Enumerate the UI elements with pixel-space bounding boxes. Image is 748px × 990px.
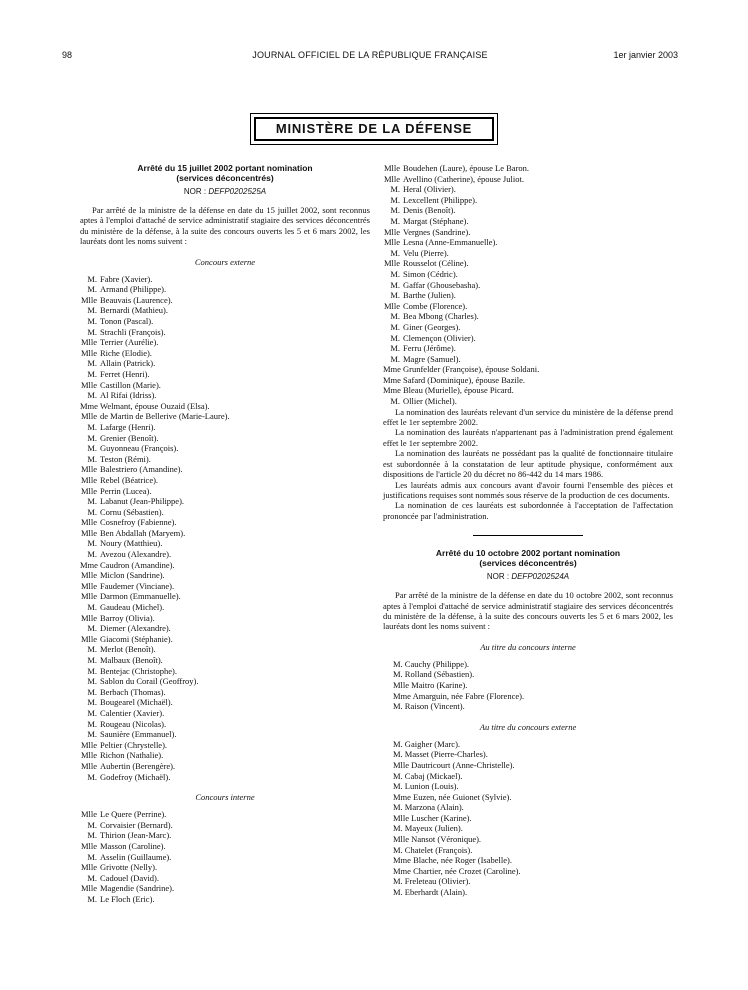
civility: M.	[87, 305, 97, 316]
laureate-name: Peltier (Chrystelle).	[100, 739, 168, 750]
list-item	[383, 311, 673, 322]
laureate-name: Teston (Rémi).	[100, 453, 151, 464]
civility: M.	[87, 496, 97, 507]
laureate-name: Castillon (Marie).	[100, 379, 161, 390]
journal-title: JOURNAL OFFICIEL DE LA RÉPUBLIQUE FRANÇAISE	[252, 50, 488, 60]
laureate-name: Caudron (Amandine).	[100, 559, 175, 570]
civility: Mlle	[80, 612, 97, 623]
civility: M.	[87, 538, 97, 549]
list-item	[383, 343, 673, 354]
civility: Mlle	[383, 173, 400, 184]
civility: Mlle	[80, 347, 97, 358]
civility: Mlle	[80, 883, 97, 894]
list-item	[80, 411, 370, 422]
list-item	[383, 237, 673, 248]
civility: M.	[87, 453, 97, 464]
list-item: Mlle Nansot (Véronique).	[393, 834, 482, 845]
laureate-name: Bentejac (Christophe).	[100, 665, 177, 676]
civility: M.	[390, 321, 400, 332]
nor-code: DEFP0202524A	[511, 572, 570, 582]
list-item	[80, 634, 370, 645]
arrete2-externe-heading: Au titre du concours externe	[479, 721, 577, 732]
laureate-name: Giacomi (Stéphanie).	[100, 633, 173, 644]
issue-date: 1er janvier 2003	[613, 50, 678, 60]
laureate-name: Le Quere (Perrine).	[100, 809, 167, 820]
list-item	[80, 295, 370, 306]
arrete1-provisions	[383, 407, 673, 521]
civility: M.	[390, 290, 400, 301]
laureate-name: Thirion (Jean-Marc).	[100, 830, 172, 841]
civility: Mlle	[80, 862, 97, 873]
separator-rule	[473, 535, 583, 536]
civility: M.	[87, 284, 97, 295]
civility: M.	[87, 729, 97, 740]
civility: M.	[87, 549, 97, 560]
left-column	[80, 163, 370, 904]
laureate-name: Calentier (Xavier).	[100, 707, 165, 718]
laureate-name: Simon (Cédric).	[403, 268, 458, 279]
civility: Mlle	[80, 294, 97, 305]
civility: M.	[87, 707, 97, 718]
laureate-name: Magendie (Sandrine).	[100, 883, 175, 894]
list-item	[80, 517, 370, 528]
laureate-name: Denis (Benoît).	[403, 205, 456, 216]
civility: Mme	[80, 400, 98, 411]
laureate-name: Rougeau (Nicolas).	[100, 718, 167, 729]
list-item	[383, 385, 673, 396]
laureate-name: Ferru (Jérôme).	[403, 343, 456, 354]
arrete2-title-line2: (services déconcentrés)	[479, 558, 577, 569]
list-item: M. Chatelet (François).	[393, 844, 473, 855]
arrete1-title	[80, 163, 370, 183]
civility: M.	[87, 390, 97, 401]
civility: M.	[390, 396, 400, 407]
list-item	[80, 327, 370, 338]
arrete1-interne-list-left	[80, 809, 370, 904]
laureate-name: Rousselot (Céline).	[403, 258, 469, 269]
civility: M.	[87, 872, 97, 883]
list-item: M. Raison (Vincent).	[393, 701, 465, 712]
nor-label: NOR :	[183, 187, 207, 196]
laureate-name: Darmon (Emmanuelle).	[100, 591, 181, 602]
civility: M.	[87, 623, 97, 634]
civility: M.	[390, 311, 400, 322]
civility: M.	[87, 819, 97, 830]
civility: Mlle	[80, 527, 97, 538]
laureate-name: Cornu (Sébastien).	[100, 506, 164, 517]
list-item	[80, 433, 370, 444]
list-item	[383, 333, 673, 344]
arrete1-title-line2: (services déconcentrés)	[176, 173, 274, 183]
laureate-name: Grenier (Benoît).	[100, 432, 159, 443]
civility: M.	[87, 432, 97, 443]
list-item	[80, 687, 370, 698]
laureate-name: Lexcellent (Philippe).	[403, 194, 478, 205]
list-item	[80, 549, 370, 560]
civility: M.	[87, 602, 97, 613]
laureate-name: Labanut (Jean-Philippe).	[100, 496, 185, 507]
list-item	[383, 364, 673, 375]
laureate-name: Fabre (Xavier).	[100, 273, 153, 284]
list-item	[383, 322, 673, 333]
list-item	[383, 205, 673, 216]
civility: Mlle	[80, 750, 97, 761]
arrete1-title-line1: Arrêté du 15 juillet 2002 portant nomination	[137, 163, 313, 173]
civility: Mme	[383, 364, 401, 375]
list-item	[383, 163, 673, 174]
arrete2-interne-heading: Au titre du concours interne	[480, 641, 576, 652]
laureate-name: Safard (Dominique), épouse Bazile.	[403, 374, 526, 385]
civility: M.	[390, 279, 400, 290]
laureate-name: Velu (Pierre).	[403, 247, 449, 258]
civility: Mlle	[80, 464, 97, 475]
civility: Mlle	[383, 163, 400, 173]
list-item	[80, 390, 370, 401]
laureate-name: Barthe (Julien).	[403, 290, 456, 301]
civility: M.	[390, 205, 400, 216]
civility: Mlle	[80, 809, 97, 820]
laureate-name: Diemer (Alexandre).	[100, 623, 171, 634]
civility: M.	[390, 247, 400, 258]
civility: M.	[87, 718, 97, 729]
list-item: M. Mayeux (Julien).	[393, 823, 463, 834]
laureate-name: Lafarge (Henri).	[100, 421, 156, 432]
laureate-name: Cosnefroy (Fabienne).	[100, 517, 177, 528]
list-item: Mlle Dautricourt (Anne-Christelle).	[393, 759, 515, 770]
list-item: M. Lunion (Louis).	[393, 781, 459, 792]
provision-paragraph: La nomination des lauréats n'appartenant pas à l'administration prend également effet le 1er septembre 2002.	[383, 427, 673, 448]
list-item	[80, 820, 370, 831]
laureate-name: Cadouel (David).	[100, 872, 160, 883]
civility: Mlle	[80, 411, 97, 422]
ministry-title-box	[250, 113, 498, 145]
laureate-name: Beauvais (Laurence).	[100, 294, 173, 305]
laureate-name: Tonon (Pascal).	[100, 316, 154, 326]
laureate-name: Clemençon (Olivier).	[403, 332, 476, 343]
list-item	[80, 729, 370, 740]
civility: Mme	[383, 374, 401, 385]
list-item: M. Gaigher (Marc).	[393, 738, 461, 749]
list-item	[383, 227, 673, 238]
laureate-name: Avellino (Catherine), épouse Juliot.	[403, 173, 524, 184]
arrete2-title-line1: Arrêté du 10 octobre 2002 portant nomination	[435, 548, 621, 559]
laureate-name: Allain (Patrick).	[100, 358, 156, 369]
civility: Mlle	[383, 237, 400, 248]
list-item: Mme Chartier, née Crozet (Caroline).	[393, 865, 521, 876]
laureate-name: Le Floch (Eric).	[100, 893, 155, 904]
list-item: M. Cabaj (Mickael).	[393, 770, 463, 781]
civility: M.	[87, 893, 97, 904]
list-item	[80, 486, 370, 497]
civility: Mlle	[80, 337, 97, 348]
list-item	[80, 358, 370, 369]
list-item	[80, 274, 370, 285]
list-item: Mlle Luscher (Karine).	[393, 812, 472, 823]
civility: M.	[87, 358, 97, 369]
list-item	[80, 602, 370, 613]
list-item	[80, 719, 370, 730]
nor-code: DEFP0202525A	[208, 187, 267, 196]
laureate-name: Bleau (Murielle), épouse Picard.	[403, 385, 514, 396]
civility: Mlle	[383, 258, 400, 269]
laureate-name: Asselin (Guillaume).	[100, 851, 172, 862]
civility: M.	[390, 194, 400, 205]
laureate-name: Barroy (Olivia).	[100, 612, 155, 623]
list-item	[80, 697, 370, 708]
laureate-name: Vergnes (Sandrine).	[403, 226, 471, 237]
list-item	[80, 528, 370, 539]
list-item	[383, 280, 673, 291]
list-item	[383, 174, 673, 185]
list-item: M. Masset (Pierre-Charles).	[393, 749, 488, 760]
list-item: M. Cauchy (Philippe).	[393, 658, 470, 669]
civility: M.	[390, 268, 400, 279]
arrete1-nor	[80, 186, 370, 197]
list-item	[80, 852, 370, 863]
laureate-name: Grunfelder (Françoise), épouse Soldani.	[403, 364, 540, 375]
civility: M.	[87, 506, 97, 517]
provision-paragraph: Les lauréats admis aux concours avant d'avoir fourni l'ensemble des pièces et justifications requises sont nommés sous réserve de la production de ces documents.	[383, 479, 673, 500]
arrete1-interne-list-right	[383, 163, 673, 407]
list-item	[80, 740, 370, 751]
list-item	[80, 581, 370, 592]
laureate-name: Giner (Georges).	[403, 321, 461, 332]
laureate-name: Guyonneau (François).	[100, 443, 179, 454]
ministry-title: MINISTÈRE DE LA DÉFENSE	[254, 117, 494, 141]
list-item	[80, 496, 370, 507]
laureate-name: Miclon (Sandrine).	[100, 570, 165, 581]
list-item: M. Rolland (Sébastien).	[393, 669, 475, 680]
laureate-name: Ferret (Henri).	[100, 368, 150, 379]
laureate-name: Perrin (Lucea).	[100, 485, 152, 496]
civility: Mlle	[80, 580, 97, 591]
civility: M.	[87, 697, 97, 708]
list-item	[80, 772, 370, 783]
laureate-name: Aubertin (Berengère).	[100, 760, 176, 771]
list-item	[80, 475, 370, 486]
civility: M.	[87, 644, 97, 655]
laureate-name: Welmant, épouse Ouzaid (Elsa).	[100, 400, 210, 411]
list-item	[80, 862, 370, 873]
list-item	[383, 248, 673, 259]
list-item	[80, 655, 370, 666]
laureate-name: Boudehen (Laure), épouse Le Baron.	[403, 163, 530, 173]
civility: M.	[390, 343, 400, 354]
civility: Mlle	[383, 300, 400, 311]
laureate-name: Godefroy (Michaël).	[100, 771, 171, 782]
laureate-name: Armand (Philippe).	[100, 284, 167, 295]
list-item	[80, 750, 370, 761]
arrete1-intro: Par arrêté de la ministre de la défense en date du 15 juillet 2002, sont reconnus aptes à l'emploi d'attaché de service administratif stagiaire des services déconcentrés du ministère de la défense, à la suite des concours ouverts les 5 et 6 mars 2002, les lauréats dont les noms suivent :	[80, 205, 370, 247]
civility: Mlle	[80, 760, 97, 771]
list-item	[80, 305, 370, 316]
list-item: Mme Euzen, née Guionet (Sylvie).	[393, 791, 512, 802]
list-item	[80, 666, 370, 677]
civility: M.	[87, 686, 97, 697]
page-header	[62, 50, 678, 64]
list-item	[80, 401, 370, 412]
arrete1-externe-heading: Concours externe	[194, 256, 256, 267]
list-item	[383, 216, 673, 227]
list-item	[80, 570, 370, 581]
list-item: M. Marzona (Alain).	[393, 802, 464, 813]
laureate-name: Merlot (Benoît).	[100, 644, 156, 655]
laureate-name: Richon (Nathalie).	[100, 750, 164, 761]
arrete2-nor	[383, 571, 673, 582]
laureate-name: Noury (Matthieu).	[100, 538, 163, 549]
laureate-name: Combe (Florence).	[403, 300, 468, 311]
list-item	[383, 375, 673, 386]
list-item	[383, 195, 673, 206]
laureate-name: Saunière (Emmanuel).	[100, 729, 177, 740]
laureate-name: Heral (Olivier).	[403, 184, 456, 195]
laureate-name: Bernardi (Mathieu).	[100, 305, 168, 316]
list-item	[80, 809, 370, 820]
civility: Mme	[383, 385, 401, 396]
list-item	[80, 337, 370, 348]
list-item	[80, 422, 370, 433]
civility: M.	[87, 851, 97, 862]
civility: M.	[87, 655, 97, 665]
list-item: Mme Blache, née Roger (Isabelle).	[393, 855, 512, 866]
laureate-name: Al Rifai (Idriss).	[100, 390, 157, 401]
laureate-name: Faudemer (Vinciane).	[100, 580, 175, 591]
laureate-name: Gaffar (Ghousebasha).	[403, 279, 481, 290]
laureate-name: Bea Mbong (Charles).	[403, 311, 479, 322]
arrete2-title	[383, 548, 673, 568]
civility: Mlle	[80, 517, 97, 528]
arrete2-interne-list	[383, 659, 673, 712]
list-item	[80, 644, 370, 655]
list-item	[383, 184, 673, 195]
provision-paragraph: La nomination des lauréats relevant d'un service du ministère de la défense prend effet le 1er septembre 2002.	[383, 406, 673, 428]
list-item	[383, 290, 673, 301]
civility: Mlle	[80, 570, 97, 581]
laureate-name: Malbaux (Benoît).	[100, 655, 163, 665]
list-item	[80, 591, 370, 602]
laureate-name: Rebel (Béatrice).	[100, 474, 159, 485]
arrete2-externe-list	[383, 739, 673, 898]
civility: M.	[87, 771, 97, 782]
civility: Mlle	[80, 379, 97, 390]
laureate-name: Terrier (Aurélie).	[100, 337, 159, 348]
provision-paragraph: La nomination de ces lauréats est subordonnée à l'acceptation de l'affectation prononcée par l'administration.	[383, 500, 673, 521]
list-item	[80, 316, 370, 327]
arrete1-externe-list	[80, 274, 370, 783]
list-item	[383, 354, 673, 365]
list-item	[80, 761, 370, 772]
civility: Mlle	[80, 739, 97, 750]
list-item	[80, 507, 370, 518]
laureate-name: Sablon du Corail (Geoffroy).	[100, 676, 199, 687]
civility: M.	[87, 665, 97, 676]
laureate-name: Berbach (Thomas).	[100, 686, 166, 697]
list-item: M. Eberhardt (Alain).	[393, 887, 468, 898]
civility: Mlle	[80, 474, 97, 485]
arrete1-interne-heading: Concours interne	[195, 792, 255, 803]
list-item	[80, 284, 370, 295]
civility: Mlle	[80, 591, 97, 602]
laureate-name: Margat (Stéphane).	[403, 215, 469, 226]
laureate-name: Strachli (François).	[100, 326, 166, 337]
list-item	[80, 883, 370, 894]
laureate-name: Avezou (Alexandre).	[100, 549, 172, 560]
list-item	[383, 258, 673, 269]
laureate-name: Riche (Elodie).	[100, 347, 152, 358]
civility: M.	[87, 273, 97, 284]
provision-paragraph: La nomination des lauréats ne possédant pas la qualité de fonctionnaire titulaire est subordonnée à la constatation de leur aptitude physique, conformément aux dispositions de l'article 20 du décret no 86-442 du 14 mars 1986.	[383, 448, 673, 480]
nor-label: NOR :	[486, 572, 510, 582]
laureate-name: Balestriero (Amandine).	[100, 464, 183, 475]
laureate-name: de Martin de Bellerive (Marie-Laure).	[100, 411, 230, 422]
list-item	[80, 613, 370, 624]
list-item	[80, 560, 370, 571]
list-item	[383, 396, 673, 407]
list-item	[80, 443, 370, 454]
civility: M.	[87, 326, 97, 337]
list-item: Mlle Maitro (Karine).	[393, 679, 468, 690]
list-item	[80, 676, 370, 687]
list-item	[80, 623, 370, 634]
civility: M.	[390, 332, 400, 343]
civility: Mme	[80, 559, 98, 570]
list-item: M. Freleteau (Olivier).	[393, 876, 471, 887]
laureate-name: Corvaisier (Bernard).	[100, 819, 173, 830]
laureate-name: Ben Abdallah (Maryem).	[100, 527, 186, 538]
laureate-name: Lesna (Anne-Emmanuelle).	[403, 237, 498, 248]
civility: M.	[87, 368, 97, 379]
laureate-name: Masson (Caroline).	[100, 840, 166, 851]
list-item	[383, 301, 673, 312]
laureate-name: Magre (Samuel).	[403, 353, 461, 364]
list-item	[80, 464, 370, 475]
list-item	[80, 894, 370, 905]
civility: Mlle	[80, 840, 97, 851]
laureate-name: Bougearel (Michaël).	[100, 697, 173, 708]
list-item	[80, 708, 370, 719]
civility: M.	[87, 421, 97, 432]
civility: M.	[390, 353, 400, 364]
civility: M.	[390, 184, 400, 195]
laureate-name: Gaudeau (Michel).	[100, 602, 165, 613]
list-item	[80, 538, 370, 549]
page-number: 98	[62, 50, 73, 60]
list-item	[80, 369, 370, 380]
civility: M.	[87, 830, 97, 841]
civility: M.	[87, 676, 97, 687]
right-column	[383, 163, 673, 898]
list-item	[80, 454, 370, 465]
list-item	[383, 269, 673, 280]
list-item: Mme Amarguin, née Fabre (Florence).	[393, 690, 525, 701]
civility: M.	[87, 443, 97, 454]
laureate-name: Grivotte (Nelly).	[100, 862, 158, 873]
list-item	[80, 830, 370, 841]
civility: Mlle	[80, 633, 97, 644]
civility: M.	[87, 316, 97, 326]
list-item	[80, 380, 370, 391]
civility: Mlle	[383, 226, 400, 237]
list-item	[80, 873, 370, 884]
arrete2-intro: Par arrêté de la ministre de la défense en date du 10 octobre 2002, sont reconnus aptes à l'emploi d'attaché de service administratif stagiaire des services déconcentrés du ministère de la défense, à la suite des concours ouverts les 5 et 6 mars 2002, les lauréats dont les noms suivent :	[383, 590, 673, 632]
laureate-name: Ollier (Michel).	[403, 396, 457, 407]
civility: M.	[390, 215, 400, 226]
list-item	[80, 841, 370, 852]
list-item	[80, 348, 370, 359]
civility: Mlle	[80, 485, 97, 496]
